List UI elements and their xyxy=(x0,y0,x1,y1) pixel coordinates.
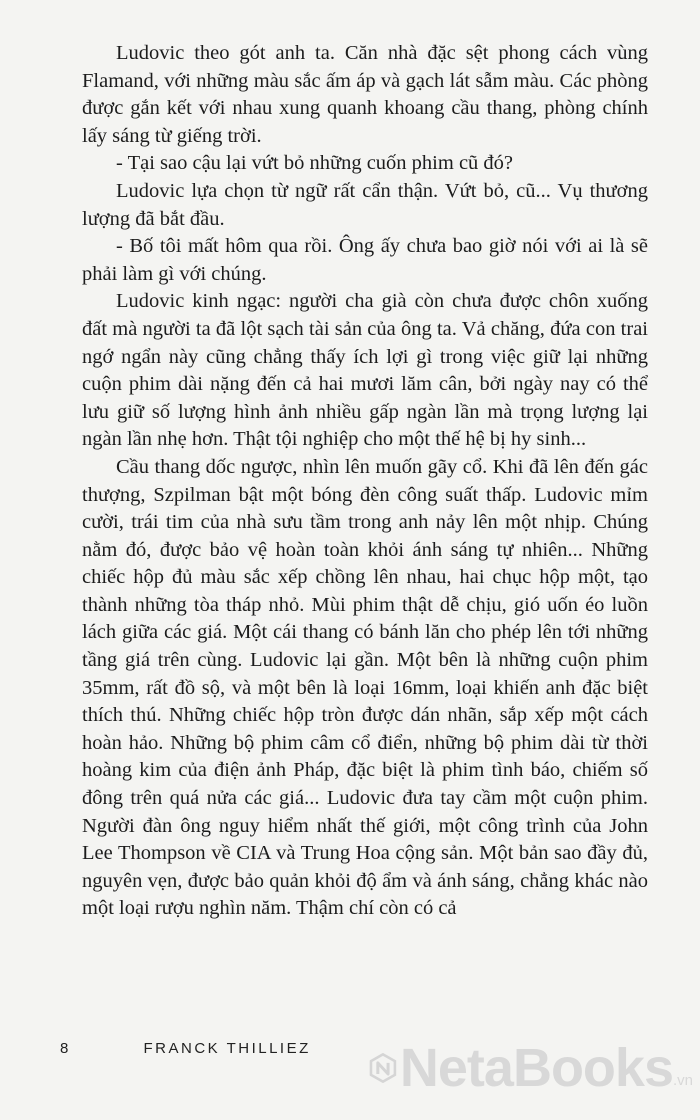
page-body xyxy=(82,40,648,923)
watermark-text: NetaBooks xyxy=(399,1037,673,1098)
paragraph: - Tại sao cậu lại vứt bỏ những cuốn phim cũ đó? xyxy=(116,152,514,175)
paragraph: - Bố tôi mất hôm qua rồi. Ông ấy chưa bao giờ nói với ai là sẽ phải làm gì với chúng. xyxy=(82,235,648,285)
netabooks-logo-icon xyxy=(368,1033,398,1103)
page-footer xyxy=(60,1040,311,1057)
paragraph: Ludovic lựa chọn từ ngữ rất cẩn thận. Vứt bỏ, cũ... Vụ thương lượng đã bắt đầu. xyxy=(82,179,648,230)
page-number: 8 xyxy=(60,1040,69,1057)
watermark-suffix: .vn xyxy=(672,1072,693,1089)
paragraph: Cầu thang dốc ngược, nhìn lên muốn gãy cổ. Khi đã lên đến gác thượng, Szpilman bật một bóng đèn công suất thấp. Ludovic mỉm cười, trái tim của nhà sưu tầm trong anh nảy lên một nhịp. Chúng nằm đó, được bảo vệ hoàn toàn khỏi ánh sáng tự nhiên... Những chiếc hộp đủ màu sắc xếp chồng lên nhau, hai chục hộp một, tạo thành những tòa tháp nhỏ. Mùi phim thật dễ chịu, gió uốn éo luồn lách giữa các giá. Một cái thang có bánh lăn cho phép lên tới những tầng giá trên cùng. Ludovic lại gần. Một bên là những cuộn phim 35mm, rất đồ sộ, và một bên là loại 16mm, loại khiến anh đặc biệt thích thú. Những chiếc hộp tròn được dán nhãn, sắp xếp một cách hoàn hảo. Những bộ phim câm cổ điển, những bộ phim dài từ thời hoàng kim của điện ảnh Pháp, đặc biệt là phim tình báo, chiếm số đông trên quá nửa các giá... Ludovic đưa tay cầm một cuộn phim. Người đàn ông nguy hiểm nhất thế giới, một công trình của John Lee Thompson về CIA và Trung Hoa cộng sản. Một bản sao đầy đủ, nguyên vẹn, được bảo quản khỏi độ ẩm và ánh sáng, chẳng khác nào một loại rượu nghìn năm. Thậm chí còn có cả xyxy=(82,455,648,920)
running-author: FRANCK THILLIEZ xyxy=(143,1040,311,1057)
paragraph: Ludovic theo gót anh ta. Căn nhà đặc sệt phong cách vùng Flamand, với những màu sắc ấm áp và gạch lát sẫm màu. Các phòng được gắn kết với nhau xung quanh khoang cầu thang, phòng chính lấy sáng từ giếng trời. xyxy=(82,42,648,147)
watermark xyxy=(368,1020,693,1115)
paragraph: Ludovic kinh ngạc: người cha già còn chưa được chôn xuống đất mà người ta đã lột sạch tài sản của ông ta. Vả chăng, đứa con trai ngớ ngẩn này cũng chẳng thấy ích lợi gì trong việc giữ lại những cuộn phim dài nặng đến cả hai mươi lăm cân, bởi ngày nay có thể lưu giữ số lượng hình ảnh nhiều gấp ngàn lần mà trọng lượng lại ngàn lần nhẹ hơn. Thật tội nghiệp cho một thế hệ bị hy sinh... xyxy=(82,290,648,451)
